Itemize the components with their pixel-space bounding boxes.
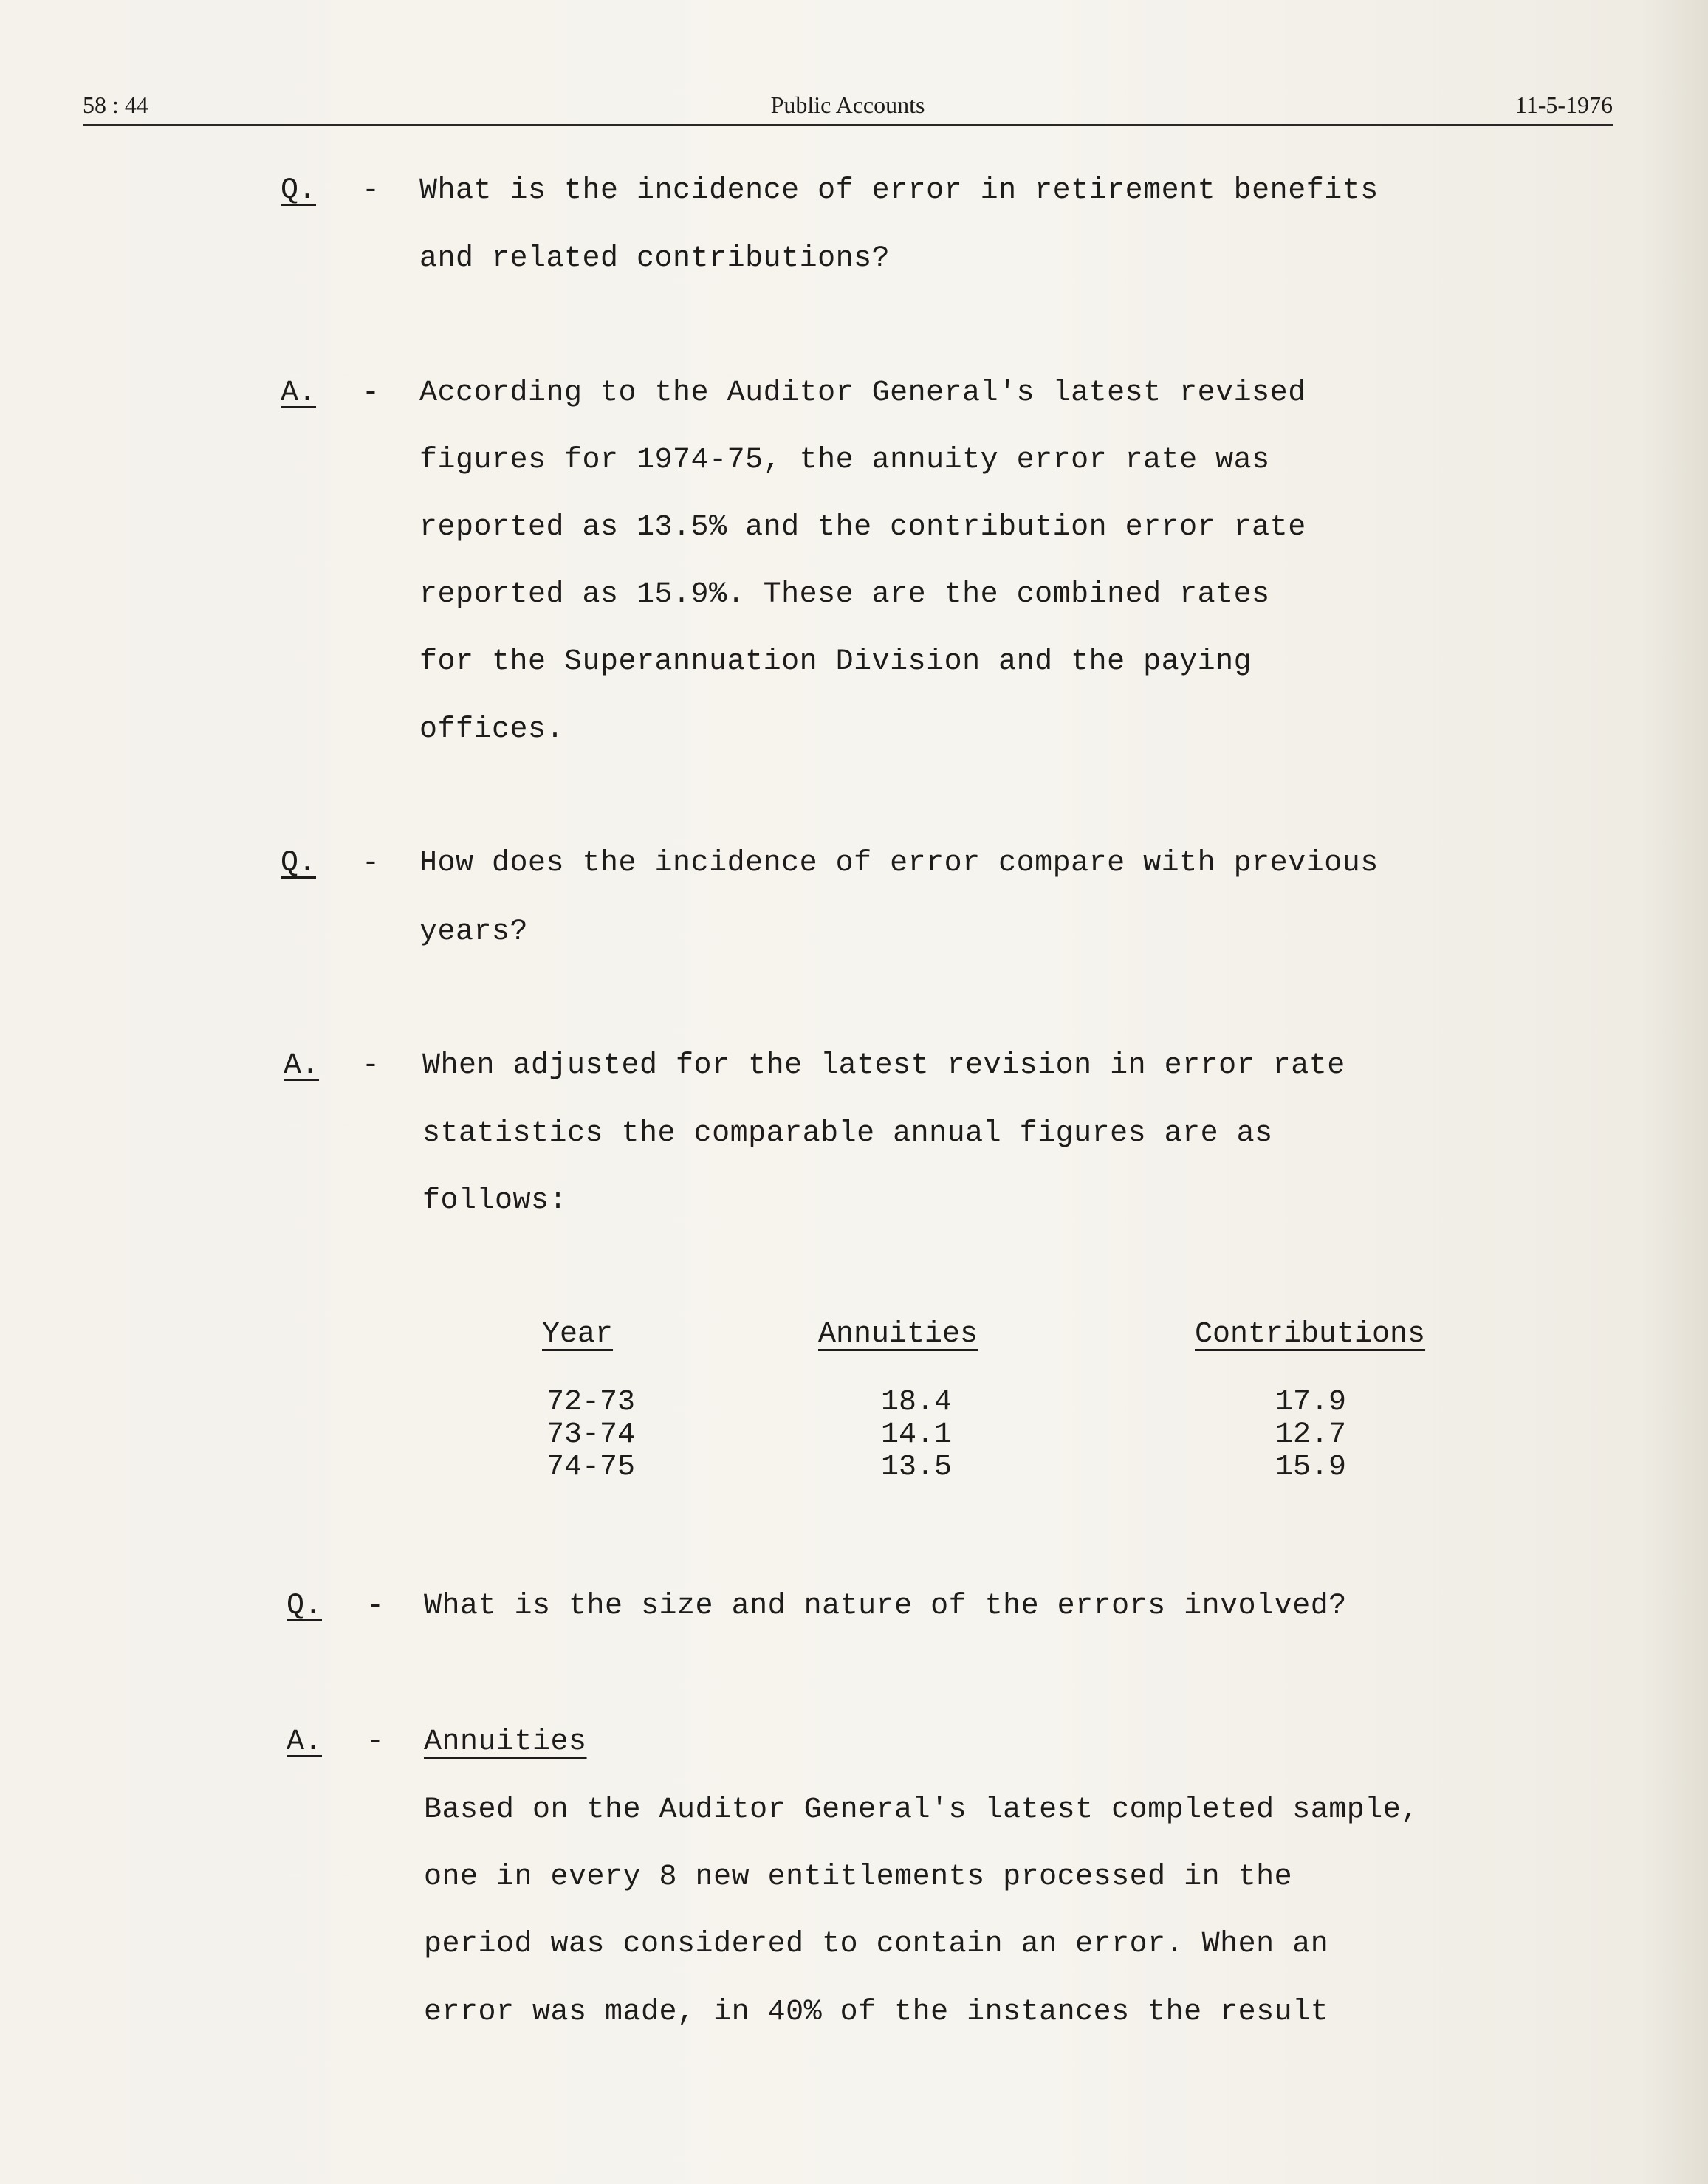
answer-line: statistics the comparable annual figures are as — [422, 1117, 1273, 1150]
table-cell-annuities: 14.1 — [881, 1418, 953, 1452]
table-cell-year: 74-75 — [546, 1451, 636, 1484]
table-cell-annuities: 13.5 — [881, 1451, 953, 1484]
answer-line: figures for 1974-75, the annuity error rate was — [419, 444, 1270, 477]
table-cell-year: 72-73 — [546, 1386, 636, 1419]
table-cell-annuities: 18.4 — [881, 1386, 953, 1419]
dash: - — [362, 174, 380, 207]
answer-line: reported as 13.5% and the contribution error rate — [419, 511, 1306, 544]
question-line: years? — [419, 916, 529, 949]
answer-line: According to the Auditor General's latest revised — [419, 377, 1306, 410]
question-marker: Q. — [281, 847, 317, 880]
answer-line: one in every 8 new entitlements processed in the — [424, 1861, 1293, 1894]
dash: - — [362, 847, 380, 880]
table-header-annuities: Annuities — [818, 1318, 978, 1351]
answer-line: for the Superannuation Division and the paying — [419, 645, 1252, 679]
running-header — [83, 87, 1613, 126]
dash: - — [362, 1049, 380, 1082]
question-line: What is the incidence of error in retirement benefits — [419, 174, 1379, 207]
table-cell-contributions: 12.7 — [1275, 1418, 1347, 1452]
header-title: Public Accounts — [770, 92, 925, 118]
dash: - — [366, 1590, 385, 1623]
table-cell-contributions: 15.9 — [1275, 1451, 1347, 1484]
answer-marker: A. — [281, 377, 317, 410]
question-line: What is the size and nature of the errors involved? — [424, 1590, 1347, 1623]
header-date: 11-5-1976 — [1515, 92, 1613, 118]
question-line: How does the incidence of error compare with previous — [419, 847, 1379, 880]
answer-line: offices. — [419, 713, 565, 746]
section-heading-annuities: Annuities — [424, 1725, 587, 1759]
table-cell-contributions: 17.9 — [1275, 1386, 1347, 1419]
answer-line: reported as 15.9%. These are the combined rates — [419, 578, 1270, 611]
question-marker: Q. — [287, 1590, 323, 1623]
table-header-year: Year — [542, 1318, 614, 1351]
answer-marker: A. — [287, 1725, 323, 1759]
answer-line: follows: — [422, 1184, 568, 1218]
answer-marker: A. — [284, 1049, 320, 1082]
answer-line: When adjusted for the latest revision in error rate — [422, 1049, 1345, 1082]
question-line: and related contributions? — [419, 242, 891, 275]
question-marker: Q. — [281, 174, 317, 207]
answer-line: Based on the Auditor General's latest completed sample, — [424, 1793, 1419, 1827]
answer-line: error was made, in 40% of the instances the result — [424, 1996, 1329, 2029]
dash: - — [366, 1725, 385, 1759]
answer-line: period was considered to contain an error. When an — [424, 1928, 1329, 1961]
table-cell-year: 73-74 — [546, 1418, 636, 1452]
page-number: 58 : 44 — [83, 92, 148, 118]
dash: - — [362, 377, 380, 410]
table-header-contributions: Contributions — [1195, 1318, 1426, 1351]
